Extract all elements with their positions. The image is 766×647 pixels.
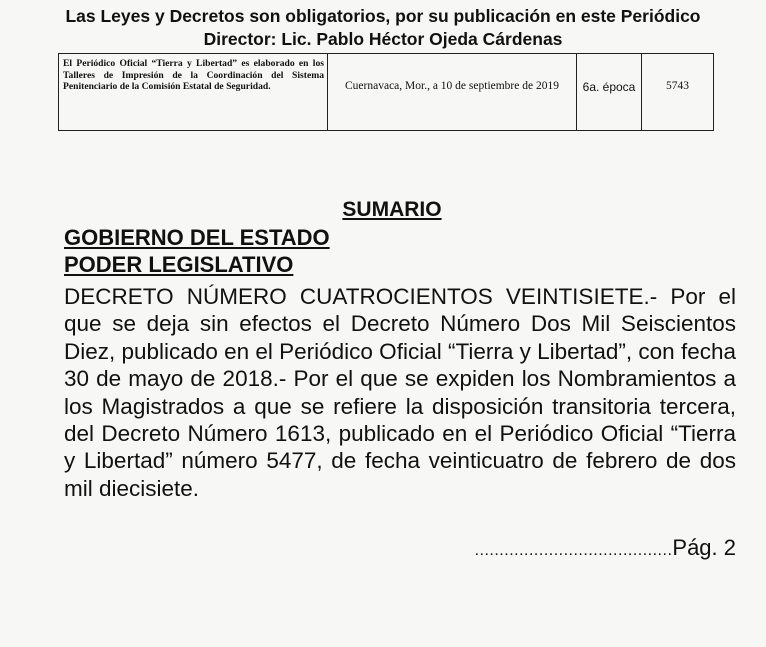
masthead-number: 5743 [642, 54, 714, 131]
masthead-table [58, 53, 714, 131]
header-legal-notice: Las Leyes y Decretos son obligatorios, por su publicación en este Periódico [65, 6, 701, 26]
page-number: Pág. 2 [672, 535, 736, 560]
sumario-title: SUMARIO [342, 198, 442, 221]
masthead-epoch: 6a. época [577, 54, 642, 131]
section-gobierno: GOBIERNO DEL ESTADO [64, 225, 330, 250]
masthead-credits-cell [59, 54, 328, 131]
dot-leader: ........................................ [474, 542, 673, 559]
masthead-place-date: Cuernavaca, Mor., a 10 de septiembre de 2019 [328, 54, 577, 131]
masthead-credits: El Periódico Oficial “Tierra y Libertad” es elaborado en los Talleres de Impresión de la Coordinación del Sistema Penitenciario de la Comisión Estatal de Seguridad. [63, 58, 324, 92]
page-reference [356, 535, 736, 561]
section-poder-legislativo: PODER LEGISLATIVO [64, 252, 294, 277]
header-director: Director: Lic. Pablo Héctor Ojeda Cárdenas [203, 29, 563, 49]
decree-summary-text: DECRETO NÚMERO CUATROCIENTOS VEINTISIETE.- Por el que se deja sin efectos el Decreto Número Dos Mil Seiscientos Diez, publicado en el Periódico Oficial “Tierra y Libertad”, con fecha 30 de mayo de 2018.- Por el que se expiden los Nombramientos a los Magistrados a que se refiere la disposición transitoria tercera, del Decreto Número 1613, publicado en el Periódico Oficial “Tierra y Libertad” número 5477, de fecha veinticuatro de febrero de dos mil diecisiete. [64, 284, 736, 501]
